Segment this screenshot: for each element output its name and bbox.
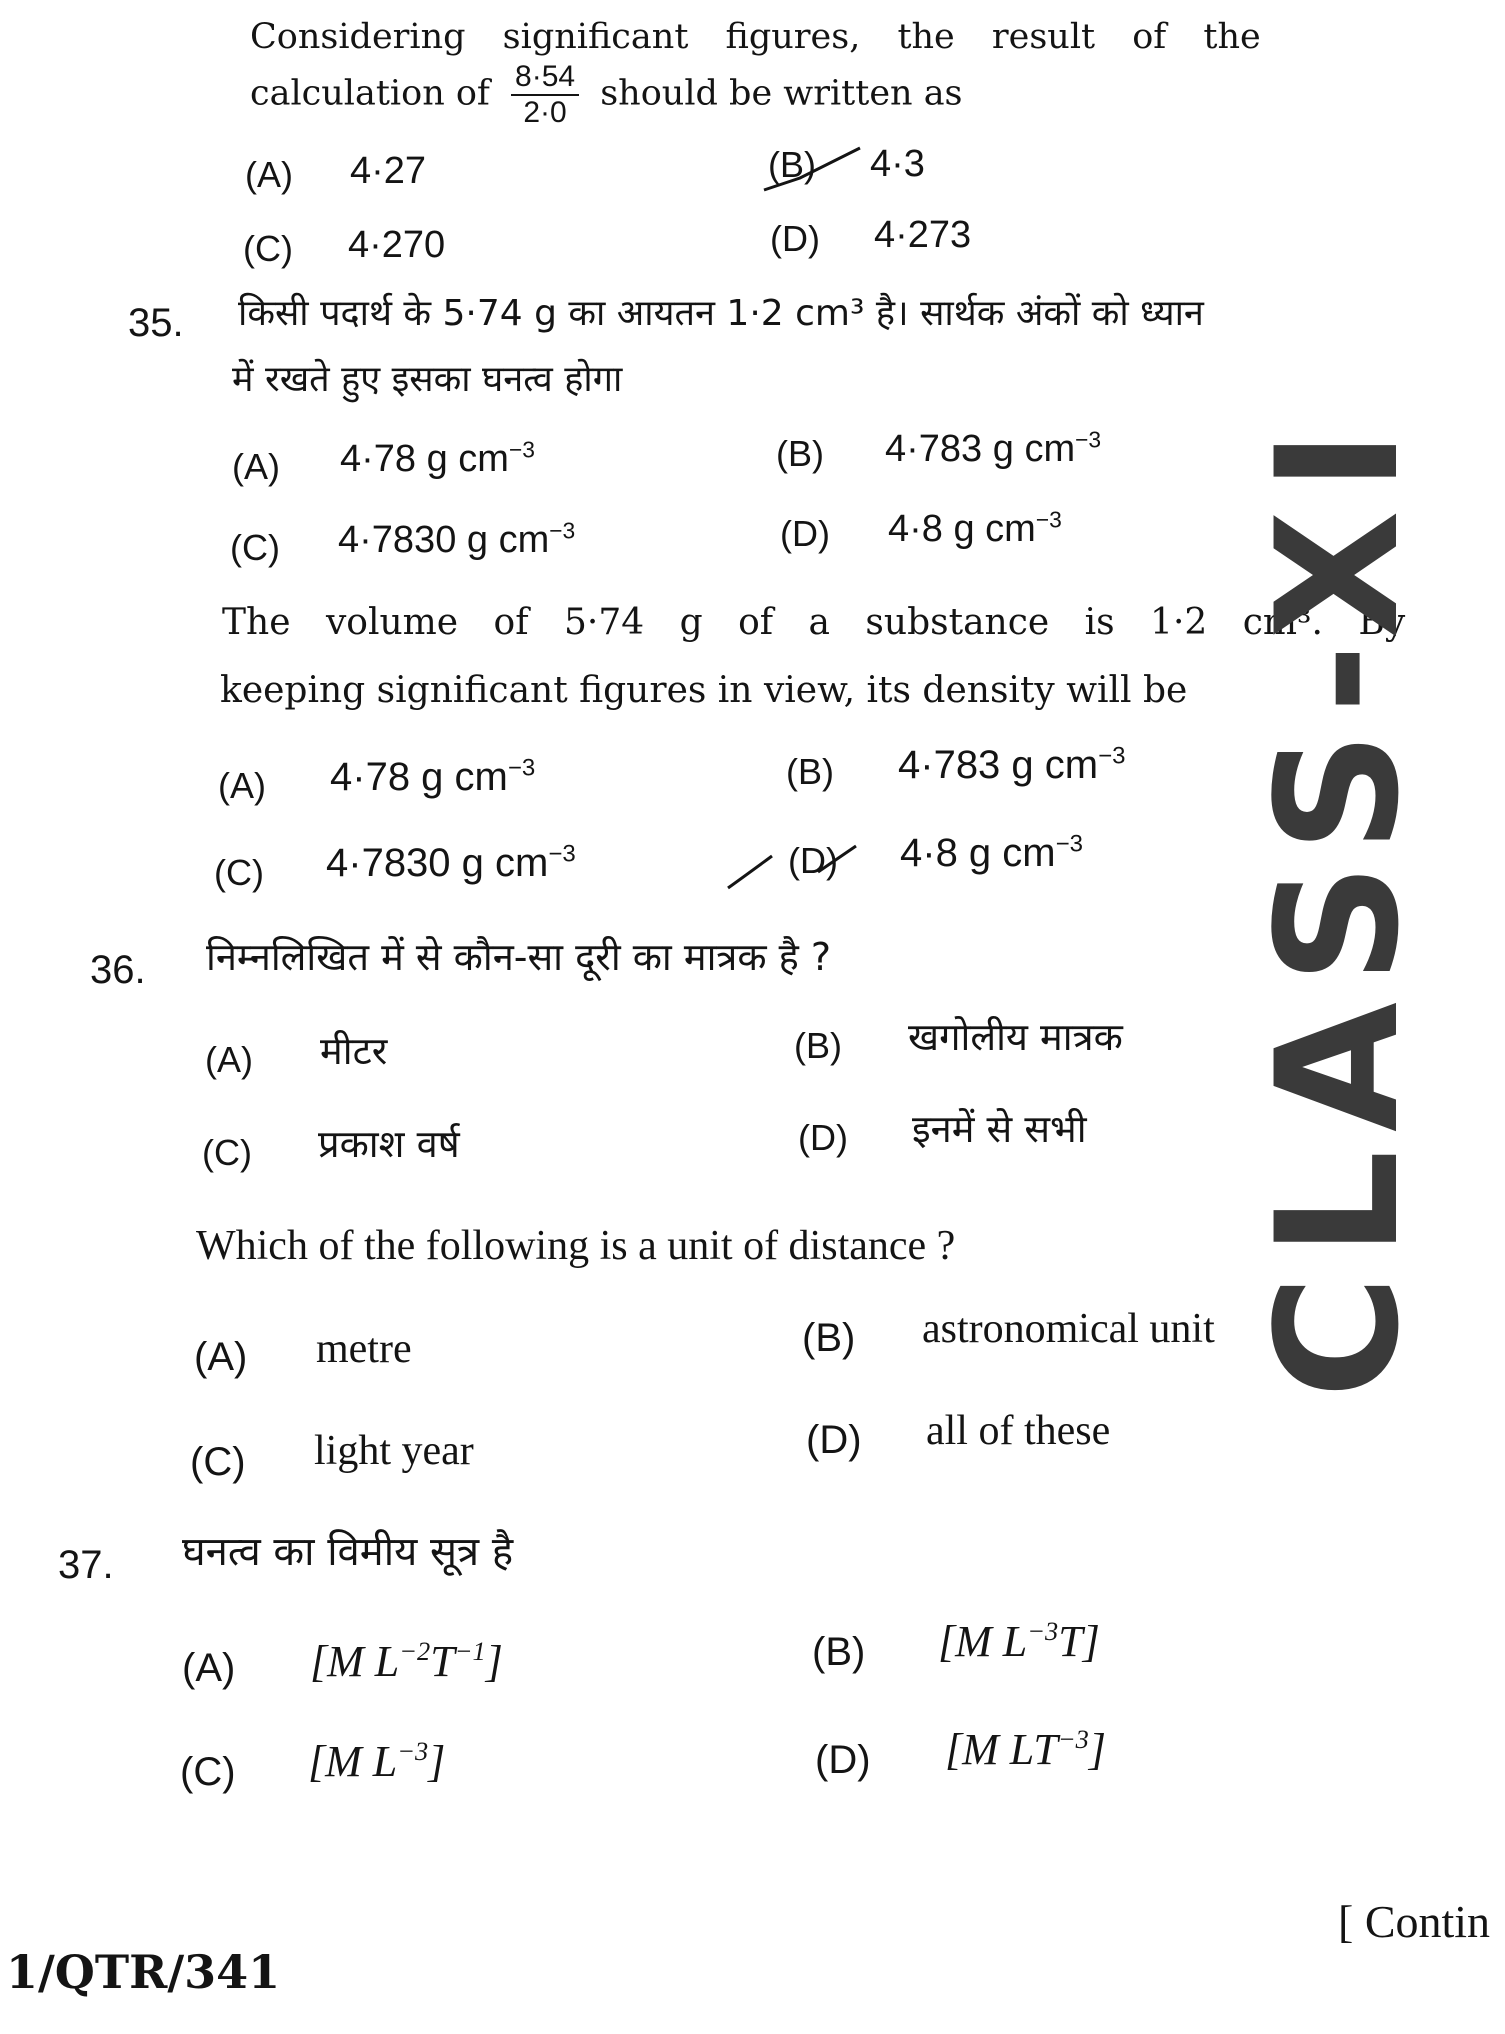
class-sidebar-label bbox=[1240, 290, 1436, 1520]
q35-hi-option-d-text: 4·8 g $cm^{-3}$ bbox=[888, 506, 1062, 550]
q35-hi-option-a-label: (A) bbox=[232, 446, 280, 487]
q37-option-d-label: (D) bbox=[815, 1738, 871, 1782]
q34-option-c-text: 4·270 bbox=[348, 224, 446, 266]
q35-en-option-d-text: 4·8 g $cm^{-3}$ bbox=[900, 830, 1083, 875]
q35-english-line1: The volume of 5·74 g of a substance is 1·2 cm³. By bbox=[222, 602, 1406, 643]
q34-fraction-numerator: 8·54 bbox=[511, 62, 579, 96]
tick-mark-icon bbox=[760, 138, 865, 198]
q36-en-option-d-label: (D) bbox=[806, 1418, 862, 1462]
q35-en-option-b-label: (B) bbox=[786, 751, 834, 792]
q35-en-option-a-text: 4·78 g $cm^{-3}$ bbox=[330, 754, 536, 799]
q36-en-option-c-label: (C) bbox=[190, 1440, 246, 1484]
q35-english-line2: keeping significant figures in view, its density will be bbox=[220, 670, 1188, 711]
q34-fraction bbox=[511, 62, 579, 128]
q36-english-question: Which of the following is a unit of distance ? bbox=[196, 1223, 956, 1269]
q34-line2-post: should be written as bbox=[600, 73, 963, 114]
q34-option-b-label: (B) bbox=[768, 144, 816, 185]
q36-hi-option-c-text: प्रकाश वर्ष bbox=[318, 1122, 460, 1166]
q35-en-option-c-text: 4·7830 g $cm^{-3}$ bbox=[326, 840, 576, 885]
q34-option-c-label: (C) bbox=[243, 228, 293, 269]
q37-hindi-question: घनत्व का विमीय सूत्र है bbox=[182, 1529, 514, 1575]
q35-en-option-a-label: (A) bbox=[218, 765, 266, 806]
q34-option-b-text: 4·3 bbox=[870, 143, 925, 185]
q35-hi-option-c-label: (C) bbox=[230, 527, 280, 568]
tick-mark-icon bbox=[722, 838, 862, 898]
q36-en-option-a-text: metre bbox=[316, 1326, 412, 1372]
q36-hi-option-a-label: (A) bbox=[205, 1039, 253, 1080]
q36-hi-option-d-label: (D) bbox=[798, 1117, 848, 1158]
q35-hi-option-d-label: (D) bbox=[780, 513, 830, 554]
q35-hindi-line1: किसी पदार्थ के 5·74 g का आयतन 1·2 cm³ है। सार्थक अंकों को ध्यान bbox=[238, 293, 1204, 334]
q34-option-a-text: 4·27 bbox=[350, 150, 427, 192]
q36-hi-option-c-label: (C) bbox=[202, 1132, 252, 1173]
q36-hi-option-b-label: (B) bbox=[794, 1025, 842, 1066]
q35-hi-option-c-text: 4·7830 g $cm^{-3}$ bbox=[338, 517, 576, 561]
q35-number: 35. bbox=[128, 301, 184, 345]
q34-line1: Considering significant figures, the result of the bbox=[250, 17, 1261, 57]
q35-en-option-b-text: 4·783 g $cm^{-3}$ bbox=[898, 742, 1126, 787]
q36-number: 36. bbox=[90, 948, 146, 992]
q35-hindi-line2: में रखते हुए इसका घनत्व होगा bbox=[232, 359, 623, 400]
q35-hi-option-b-label: (B) bbox=[776, 433, 824, 474]
q34-option-a-label: (A) bbox=[245, 154, 293, 195]
q36-en-option-b-label: (B) bbox=[802, 1316, 856, 1360]
class-label-text: CLASS-XI bbox=[1240, 411, 1436, 1399]
q36-en-option-c-text: light year bbox=[314, 1428, 474, 1474]
q37-option-b-formula: [M $L^{-3}T$] bbox=[938, 1616, 1100, 1666]
q34-option-d-label: (D) bbox=[770, 218, 820, 259]
q36-hindi-question: निम्नलिखित में से कौन-सा दूरी का मात्रक है ? bbox=[206, 935, 832, 979]
q37-option-a-label: (A) bbox=[182, 1646, 236, 1690]
q34-fraction-denominator: 2·0 bbox=[523, 96, 567, 129]
q35-en-option-c-label: (C) bbox=[214, 852, 264, 893]
q36-en-option-b-text: astronomical unit bbox=[922, 1306, 1215, 1352]
q37-option-a-formula: [M $L^{-2}T^{-1}$] bbox=[310, 1636, 503, 1686]
q35-hi-option-a-text: 4·78 g $cm^{-3}$ bbox=[340, 436, 535, 480]
q34-line2 bbox=[250, 62, 963, 128]
continue-note: [ Contin bbox=[1338, 1896, 1491, 1947]
q35-en-option-d-label: (D) bbox=[788, 840, 838, 881]
q36-hi-option-a-text: मीटर bbox=[320, 1029, 388, 1073]
q36-en-option-d-text: all of these bbox=[926, 1408, 1111, 1454]
q35-hi-option-b-text: 4·783 g $cm^{-3}$ bbox=[885, 426, 1102, 470]
q36-hi-option-d-text: इनमें से सभी bbox=[912, 1107, 1087, 1151]
q36-en-option-a-label: (A) bbox=[194, 1335, 248, 1379]
q37-option-c-formula: [M $L^{-3}$] bbox=[308, 1736, 446, 1786]
q34-line2-pre: calculation of bbox=[250, 73, 490, 114]
q37-number: 37. bbox=[58, 1543, 114, 1587]
q37-option-b-label: (B) bbox=[812, 1630, 866, 1674]
q37-option-d-formula: [M $LT^{-3}$] bbox=[945, 1724, 1106, 1774]
q36-hi-option-b-text: खगोलीय मात्रक bbox=[908, 1015, 1123, 1059]
paper-code: 1/QTR/341 bbox=[6, 1945, 281, 1999]
q34-option-d-text: 4·273 bbox=[874, 214, 972, 256]
q37-option-c-label: (C) bbox=[180, 1750, 236, 1794]
